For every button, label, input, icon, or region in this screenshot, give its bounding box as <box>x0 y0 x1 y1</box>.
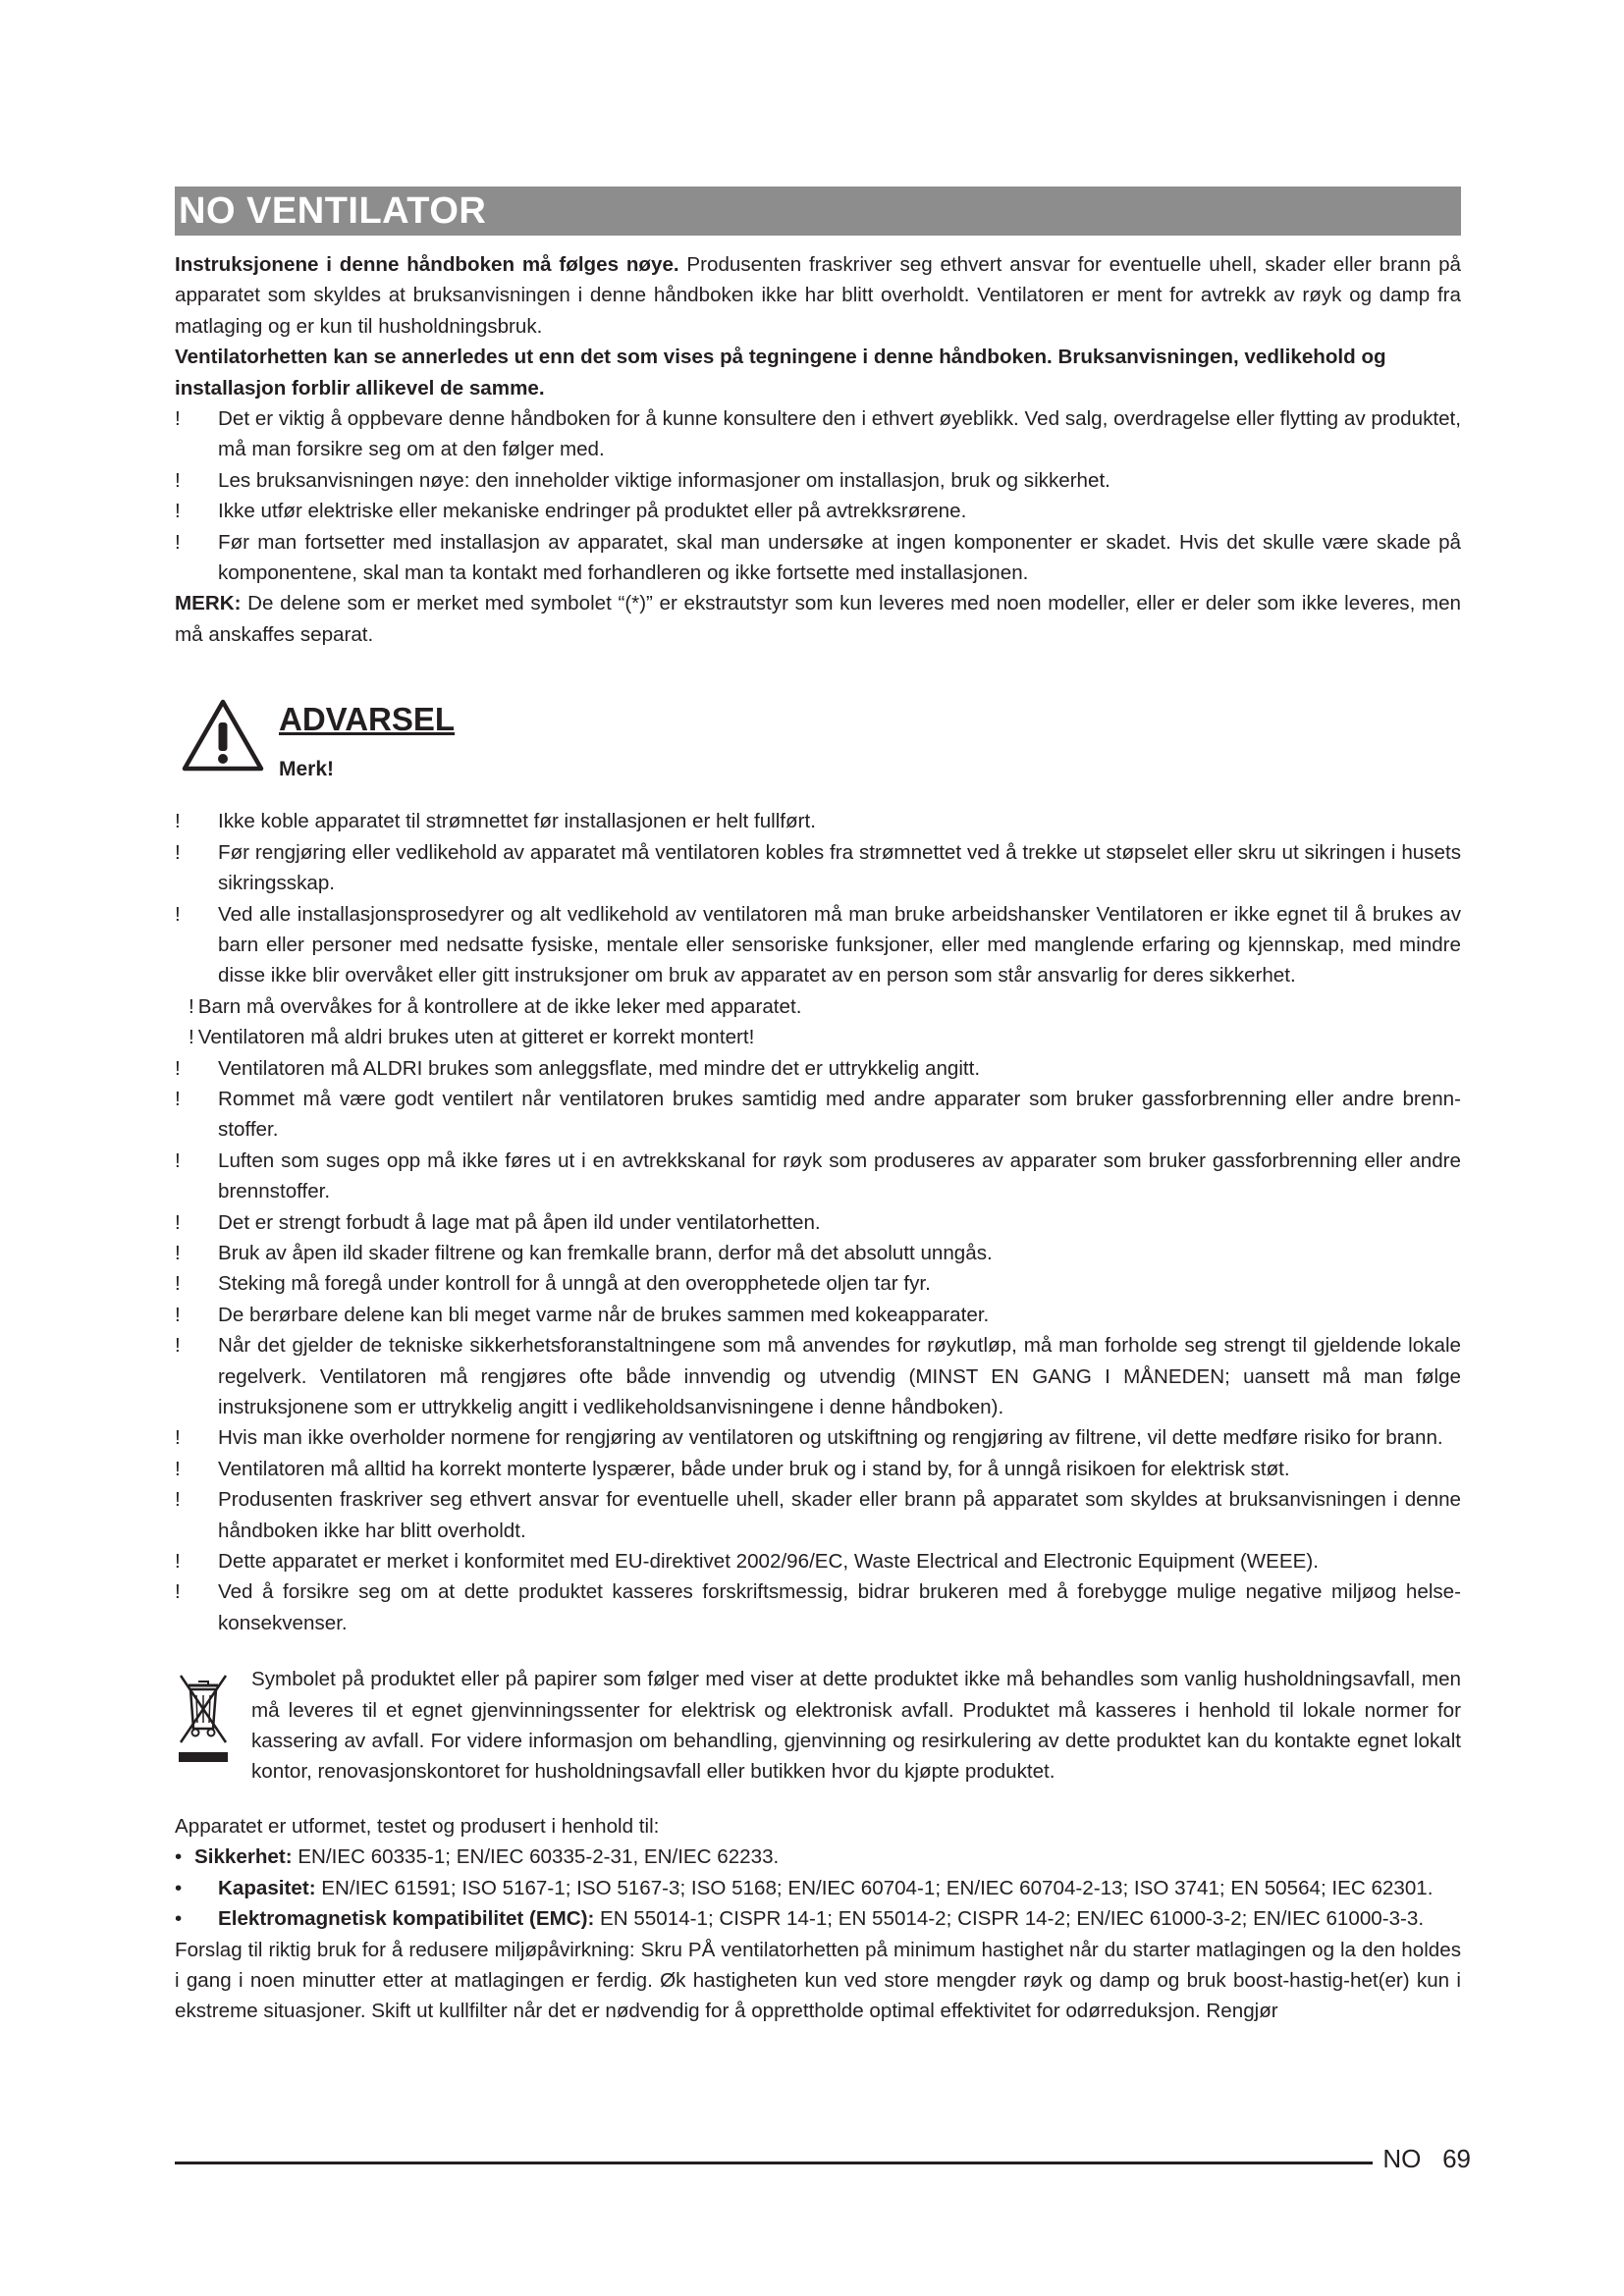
crossed-out-wheelie-bin-icon <box>175 1668 232 1770</box>
bullet-mark: ! <box>175 1550 181 1574</box>
list-item <box>175 1053 1461 1084</box>
list-item-text: Ikke koble apparatet til strømnettet før installasjonen er helt fullført. <box>218 810 816 833</box>
bullet-mark: ! <box>175 407 181 431</box>
list-item-text: Det er viktig å oppbevare denne håndboken for å kunne konsultere den i ethvert øyeblikk. Ved salg, overdragelse eller flytting av produktet, må man forsikre seg om at den følger med. <box>218 407 1461 461</box>
standards-section <box>175 1811 1461 2027</box>
warning-list <box>175 806 1461 1638</box>
note-paragraph <box>175 588 1461 650</box>
list-item <box>175 1207 1461 1238</box>
bullet-mark: ! <box>175 1056 181 1080</box>
document-page <box>175 187 1461 2027</box>
list-item-text: Hvis man ikke overholder normene for rengjøring av ventilatoren og utskiftning og rengjøring av filtrene, vil dette medføre risiko for brann. <box>218 1426 1443 1450</box>
standard-text: EN/IEC 61591; ISO 5167-1; ISO 5167-3; ISO 5168; EN/IEC 60704-1; EN/IEC 60704-2-13; ISO 3741; EN 50564; IEC 62301. <box>315 1876 1434 1899</box>
intro-note-bold <box>175 342 1461 403</box>
list-item-text: Ventilatoren må alltid ha korrekt monterte lyspærer, både under bruk og i stand by, for å unngå risikoen for elektrisk støt. <box>218 1457 1290 1480</box>
list-item <box>175 1422 1461 1453</box>
bullet-mark: ! <box>175 1457 181 1480</box>
standard-label: Elektromagnetisk kompatibilitet (EMC): <box>218 1907 595 1931</box>
list-item-text: Ventilatoren må aldri brukes uten at gitteret er korrekt montert! <box>197 1026 755 1049</box>
intro-note-bold-text: Ventilatorhetten kan se annerledes ut enn det som vises på tegningene i denne håndboken. Bruksanvisningen, vedlikehold og installasjon forblir allikevel de samme. <box>175 346 1386 400</box>
bullet-mark: ! <box>175 810 181 833</box>
warning-subtitle: Merk! <box>279 758 335 781</box>
list-item-text: Bruk av åpen ild skader filtrene og kan fremkalle brann, derfor må det absolutt unngås. <box>218 1241 993 1264</box>
list-item <box>175 1300 1461 1330</box>
bullet-mark: • <box>175 1845 183 1869</box>
note-label: MERK: <box>175 592 242 615</box>
bullet-mark: ! <box>175 500 181 523</box>
note-text: De delene som er merket med symbolet “(*)” er ekstrautstyr som kun leveres med noen modeller, eller er deler som ikke leveres, men må anskaffes separat. <box>175 592 1461 646</box>
bullet-mark: ! <box>175 1580 181 1604</box>
standard-item <box>175 1842 1461 1872</box>
bullet-mark: ! <box>175 1426 181 1450</box>
list-item-text: Steking må foregå under kontroll for å unngå at den overopphetede oljen tar fyr. <box>218 1272 931 1296</box>
bullet-mark: • <box>175 1876 183 1899</box>
bullet-mark: ! <box>189 1026 194 1049</box>
bullet-mark: ! <box>175 840 181 864</box>
list-item <box>175 1268 1461 1299</box>
list-item <box>175 1084 1461 1146</box>
list-item <box>175 1576 1461 1638</box>
weee-text: Symbolet på produktet eller på papirer som følger med viser at dette produktet ikke må behandles som vanlig husholdningsavfall, men må leveres til et egnet gjenvinningssenter for elektrisk og elektronisk avfall. Produktet må kasseres i henhold til lokale normer for kassering av avfall. For videre informasjon om behandling, gjenvinning og resirkulering av dette produktet kan du kontakte egnet lokalt kontor, renovasjonskontoret for husholdningsavfall eller butikken hvor du kjøpte produktet. <box>251 1668 1461 1784</box>
list-item <box>175 465 1461 496</box>
standard-label: Sikkerhet: <box>194 1845 293 1869</box>
bullet-mark: ! <box>175 1241 181 1264</box>
list-item <box>175 899 1461 991</box>
bullet-mark: ! <box>175 1272 181 1296</box>
list-item <box>175 1022 1461 1052</box>
list-item <box>175 1146 1461 1207</box>
list-item-text: De berørbare delene kan bli meget varme når de brukes sammen med kokeapparater. <box>218 1303 990 1326</box>
list-item-text: Før rengjøring eller vedlikehold av apparatet må ventilatoren kobles fra strømnettet ved å trekke ut støpselet eller skru ut sikringen i husets sikringsskap. <box>218 840 1461 895</box>
list-item <box>175 1238 1461 1268</box>
warning-header <box>175 693 1461 806</box>
bullet-mark: ! <box>175 1210 181 1234</box>
bullet-mark: ! <box>175 1087 181 1110</box>
list-item-text: Ikke utfør elektriske eller mekaniske endringer på produktet eller på avtrekksrørene. <box>218 500 967 523</box>
page-number: NO 69 <box>1382 2144 1471 2173</box>
bullet-mark: ! <box>175 1148 181 1172</box>
list-item-text: Ventilatoren må ALDRI brukes som anleggsflate, med mindre det er uttrykkelig angitt. <box>218 1056 981 1080</box>
list-item-text: Ved alle installasjonsprosedyrer og alt vedlikehold av ventilatoren må man bruke arbeidshansker Ventilatoren er ikke egnet til å brukes av barn eller personer med nedsatte fysiske, mentale eller sensoriske funksjoner, eller med manglende erfaring og kjennskap, med mindre disse ikke blir overvåket eller gitt instruksjoner om bruk av apparatet av en person som står ansvarlig for deres sikkerhet. <box>218 902 1461 988</box>
list-item <box>175 1546 1461 1576</box>
list-item-text: Produsenten fraskriver seg ethvert ansvar for eventuelle uhell, skader eller brann på apparatet som skyldes at bruksanvisningen i denne håndboken ikke har blitt overholdt. <box>218 1488 1461 1542</box>
page-footer <box>175 2142 1471 2181</box>
standards-intro: Apparatet er utformet, testet og produsert i henhold til: <box>175 1814 660 1838</box>
list-item-text: Ved å forsikre seg om at dette produktet kasseres forskriftsmessig, bidrar brukeren med å forebygge mulige negative miljøog helse-konsekvenser. <box>218 1580 1461 1634</box>
list-item-text: Rommet må være godt ventilert når ventilatoren brukes samtidig med andre apparater som bruker gassforbrenning eller andre brenn-stoffer. <box>218 1087 1461 1142</box>
list-item <box>175 1454 1461 1484</box>
page-title: NO VENTILATOR <box>175 187 1461 236</box>
list-item-text: Les bruksanvisningen nøye: den inneholder viktige informasjoner om installasjon, bruk og sikkerhet. <box>218 468 1110 492</box>
bullet-mark: ! <box>189 994 194 1018</box>
list-item-text: Det er strengt forbudt å lage mat på åpen ild under ventilatorhetten. <box>218 1210 821 1234</box>
closing-paragraph: Forslag til riktig bruk for å redusere miljøpåvirkning: Skru PÅ ventilatorhetten på minimum hastighet når du starter matlagingen og la den holdes i gang i noen minutter etter at matlagingen er ferdig. Øk hastigheten kun ved store mengder røyk og damp og bruk boost-hastig-het(er) kun i ekstreme situasjoner. Skift ut kullfilter når det er nødvendig for å opprettholde optimal effektivitet for odørreduksjon. Rengjør <box>175 1938 1461 2023</box>
list-item <box>175 837 1461 899</box>
intro-bold: Instruksjonene i denne håndboken må følges nøye. <box>175 253 679 276</box>
standard-label: Kapasitet: <box>218 1876 316 1899</box>
bullet-mark: ! <box>175 1488 181 1512</box>
list-item <box>175 1330 1461 1422</box>
standard-item <box>175 1873 1461 1903</box>
intro-text: Produsenten fraskriver seg ethvert ansvar for eventuelle uhell, skader eller brann på apparatet som skyldes at bruksanvisningen i denne håndboken ikke har blitt overholdt. Ventilatoren er ment for avtrekk av røyk og damp fra matlaging og er kun til husholdningsbruk. <box>175 253 1461 338</box>
intro-paragraph <box>175 249 1461 342</box>
list-item <box>175 806 1461 836</box>
list-item <box>175 1484 1461 1546</box>
bullet-mark: ! <box>175 530 181 554</box>
bullet-mark: ! <box>175 468 181 492</box>
standard-text: EN 55014-1; CISPR 14-1; EN 55014-2; CISPR 14-2; EN/IEC 61000-3-2; EN/IEC 61000-3-3. <box>594 1907 1425 1931</box>
bullet-mark: ! <box>175 902 181 926</box>
list-item-text: Når det gjelder de tekniske sikkerhetsforanstaltningene som må anvendes for røykutløp, må man forholde seg strengt til gjeldende lokale regelverk. Ventilatoren må rengjøres ofte både innvendig og utvendig (MINST EN GANG I MÅNEDEN; uansett må man følge instruksjonene som er uttrykkelig angitt i vedlikeholdsanvisningene i denne håndboken). <box>218 1334 1461 1418</box>
warning-triangle-icon <box>181 697 265 774</box>
bullet-mark: ! <box>175 1303 181 1326</box>
list-item-text: Barn må overvåkes for å kontrollere at de ikke leker med apparatet. <box>197 994 802 1018</box>
intro-list <box>175 403 1461 588</box>
list-item-text: Før man fortsetter med installasjon av apparatet, skal man undersøke at ingen komponenter er skadet. Hvis det skulle være skade på komponentene, skal man ta kontakt med forhandleren og ikke fortsette med installasjonen. <box>218 530 1461 585</box>
weee-section <box>175 1664 1461 1788</box>
standard-item <box>175 1903 1461 1934</box>
warning-title: ADVARSEL <box>279 701 456 738</box>
bullet-mark: ! <box>175 1334 181 1358</box>
list-item <box>175 991 1461 1022</box>
list-item-text: Dette apparatet er merket i konformitet med EU-direktivet 2002/96/EC, Waste Electrical and Electronic Equipment (WEEE). <box>218 1550 1319 1574</box>
list-item-text: Luften som suges opp må ikke føres ut i en avtrekkskanal for røyk som produseres av apparater som bruker gassforbrenning eller andre brennstoffer. <box>218 1148 1461 1203</box>
list-item <box>175 403 1461 465</box>
list-item <box>175 527 1461 589</box>
footer-rule <box>175 2162 1373 2164</box>
list-item <box>175 496 1461 526</box>
bullet-mark: • <box>175 1907 183 1931</box>
standard-text: EN/IEC 60335-1; EN/IEC 60335-2-31, EN/IEC 62233. <box>292 1845 780 1869</box>
